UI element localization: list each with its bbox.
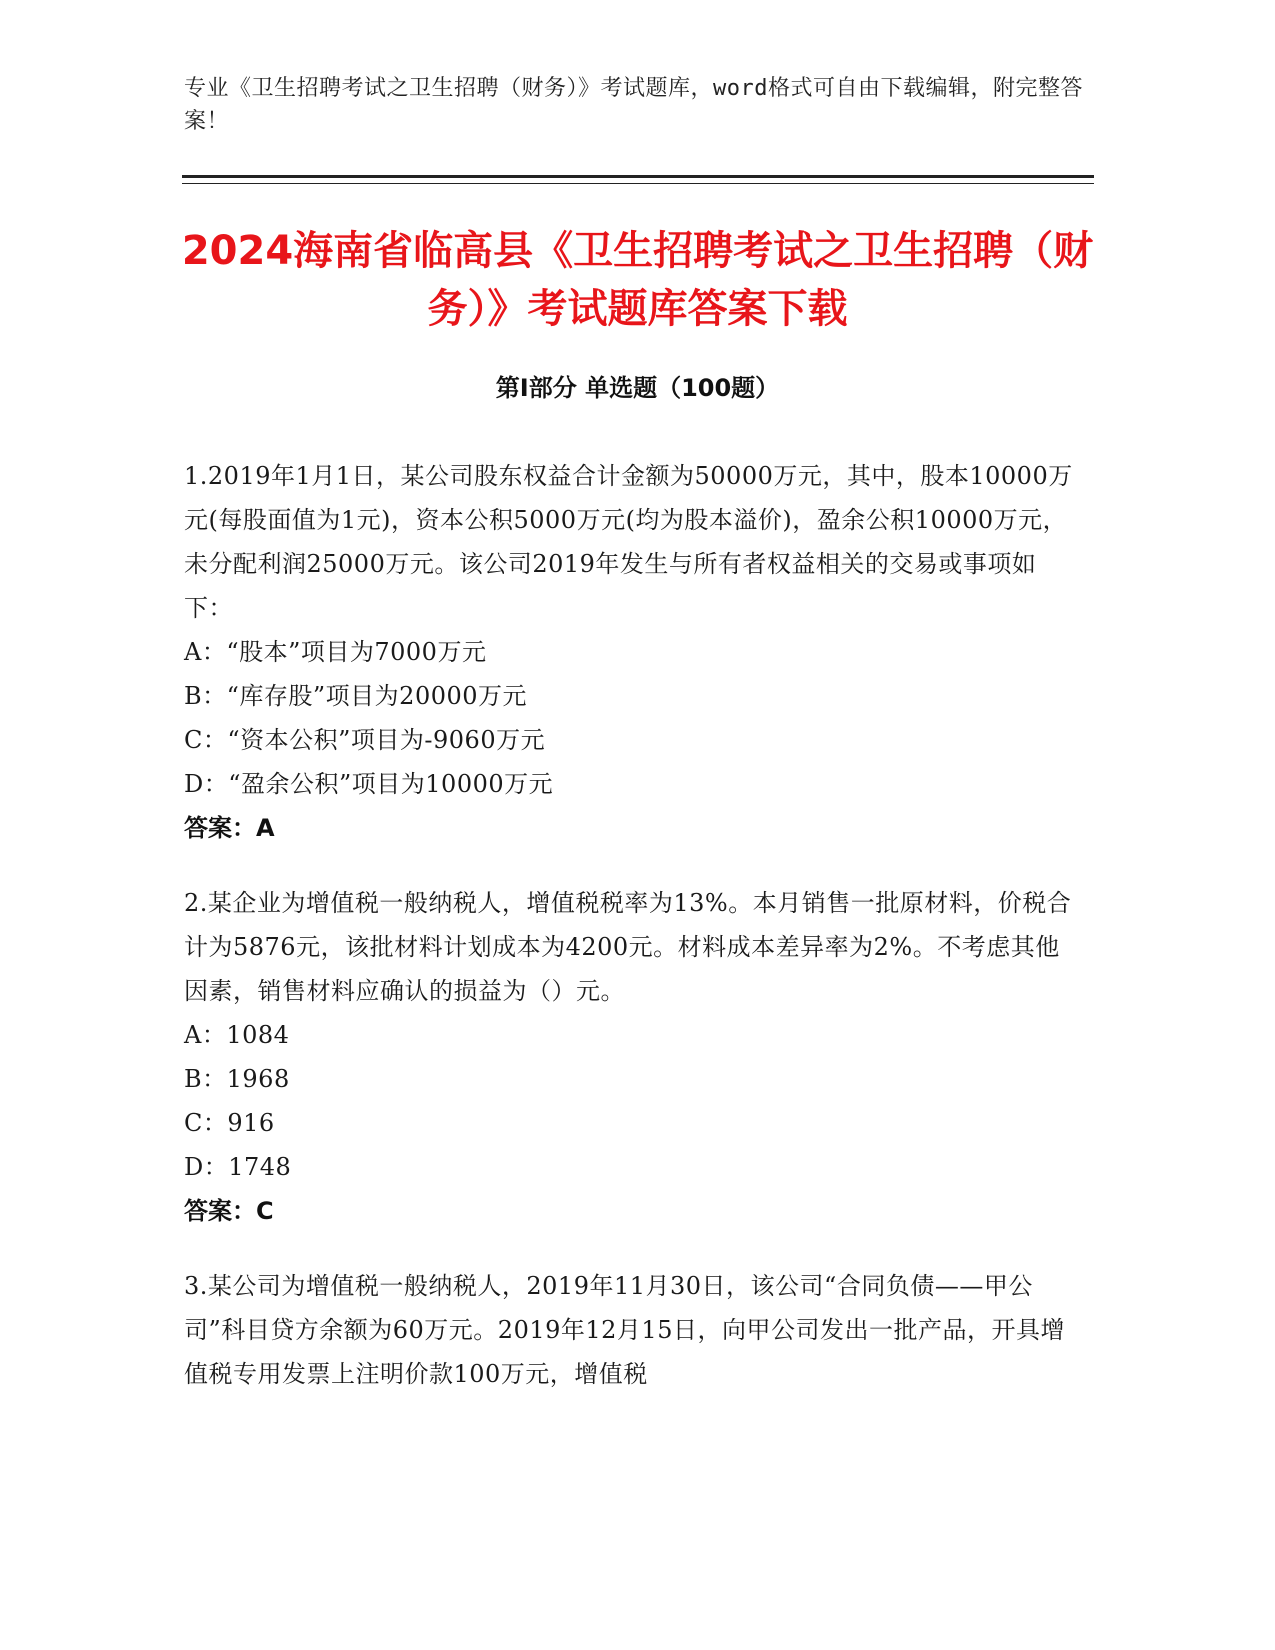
section-heading: 第Ⅰ部分 单选题（100题） [495,374,780,402]
option-c: C：“资本公积”项目为-9060万元 [184,726,546,754]
option-b: B：“库存股”项目为20000万元 [184,682,528,710]
option-b: B：1968 [184,1065,290,1093]
document-title: 2024海南省临高县《卫生招聘考试之卫生招聘（财务）》考试题库答案下载 [181,228,1094,332]
question-stem: 2.某企业为增值税一般纳税人，增值税税率为13%。本月销售一批原材料，价税合计为5876元，该批材料计划成本为4200元。材料成本差异率为2%。不考虑其他因素，销售材料应确认的损益为（）元。 [184,889,1072,1005]
question-stem: 3.某公司为增值税一般纳税人，2019年11月30日，该公司“合同负债——甲公司”科目贷方余额为60万元。2019年12月15日，向甲公司发出一批产品，开具增值税专用发票上注明价款100万元，增值税 [184,1272,1065,1388]
header-note: 专业《卫生招聘考试之卫生招聘（财务）》考试题库，word格式可自由下载编辑，附完整答案！ [184,76,1083,134]
option-d: D：“盈余公积”项目为10000万元 [184,770,554,798]
answer-line: 答案：A [184,814,275,842]
header-divider-thin [182,183,1094,184]
option-c: C：916 [184,1109,275,1137]
question-1 [184,454,1084,850]
option-a: A：1084 [184,1021,290,1049]
question-3 [184,1264,1084,1396]
option-a: A：“股本”项目为7000万元 [184,638,487,666]
answer-line: 答案：C [184,1197,274,1225]
option-d: D：1748 [184,1153,292,1181]
question-stem: 1.2019年1月1日，某公司股东权益合计金额为50000万元，其中，股本10000万元(每股面值为1元)，资本公积5000万元(均为股本溢价)，盈余公积10000万元，未分配利润25000万元。该公司2019年发生与所有者权益相关的交易或事项如下： [184,462,1073,622]
question-list [184,454,1084,1427]
header-divider-thick [182,175,1094,178]
question-2 [184,881,1084,1233]
